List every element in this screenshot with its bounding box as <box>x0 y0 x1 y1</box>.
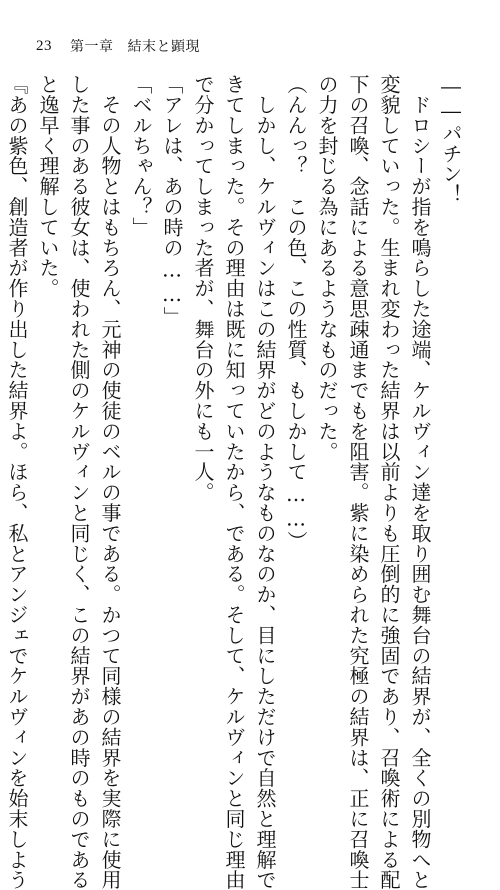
text-line: 「アレは、あの時の……」 <box>160 74 184 327</box>
text-line: で分かってしまった者が、舞台の外にも一人。 <box>191 74 215 503</box>
chapter-title: 結末と顕現 <box>127 39 200 55</box>
text-line: 『あの紫色、創造者が作り出した結界よ。ほら、私とアンジェでケルヴィンを始末しよう <box>5 74 29 890</box>
running-header <box>36 36 200 56</box>
text-line: ――パチン！ <box>439 74 463 205</box>
text-line: 変貌していった。生まれ変わった結界は以前よりも圧倒的に強固であり、召喚術による配 <box>377 74 401 890</box>
text-line: しかし、ケルヴィンはこの結界がどのようなものなのか、目にしただけで自然と理解で <box>253 74 277 890</box>
text-line: と逸早く理解していた。 <box>36 74 60 299</box>
text-line: きてしまった。その理由は既に知っていたから、である。そして、ケルヴィンと同じ理由 <box>222 74 246 890</box>
text-line: の力を封じる為にあるようなものだった。 <box>315 74 339 462</box>
text-line: した事のある彼女は、使われた側のケルヴィンと同じく、この結界があの時のものである <box>67 74 91 890</box>
chapter-label: 第一章 <box>70 39 114 55</box>
text-line: （んんっ？ この色、この性質、もしかして……） <box>284 74 308 552</box>
text-line: 下の召喚、念話による意思疎通までもを阻害。紫に染められた究極の結界は、正に召喚士 <box>346 74 370 890</box>
text-line: ドロシーが指を鳴らした途端、ケルヴィン達を取り囲む舞台の結界が、全くの別物へと <box>408 74 432 890</box>
body-text <box>0 74 466 890</box>
text-line: その人物とはもちろん、元神の使徒のベルの事である。かつて同様の結界を実際に使用 <box>98 74 122 890</box>
page-number: 23 <box>36 37 52 54</box>
text-line: 「ベルちゃん？」 <box>129 74 153 238</box>
